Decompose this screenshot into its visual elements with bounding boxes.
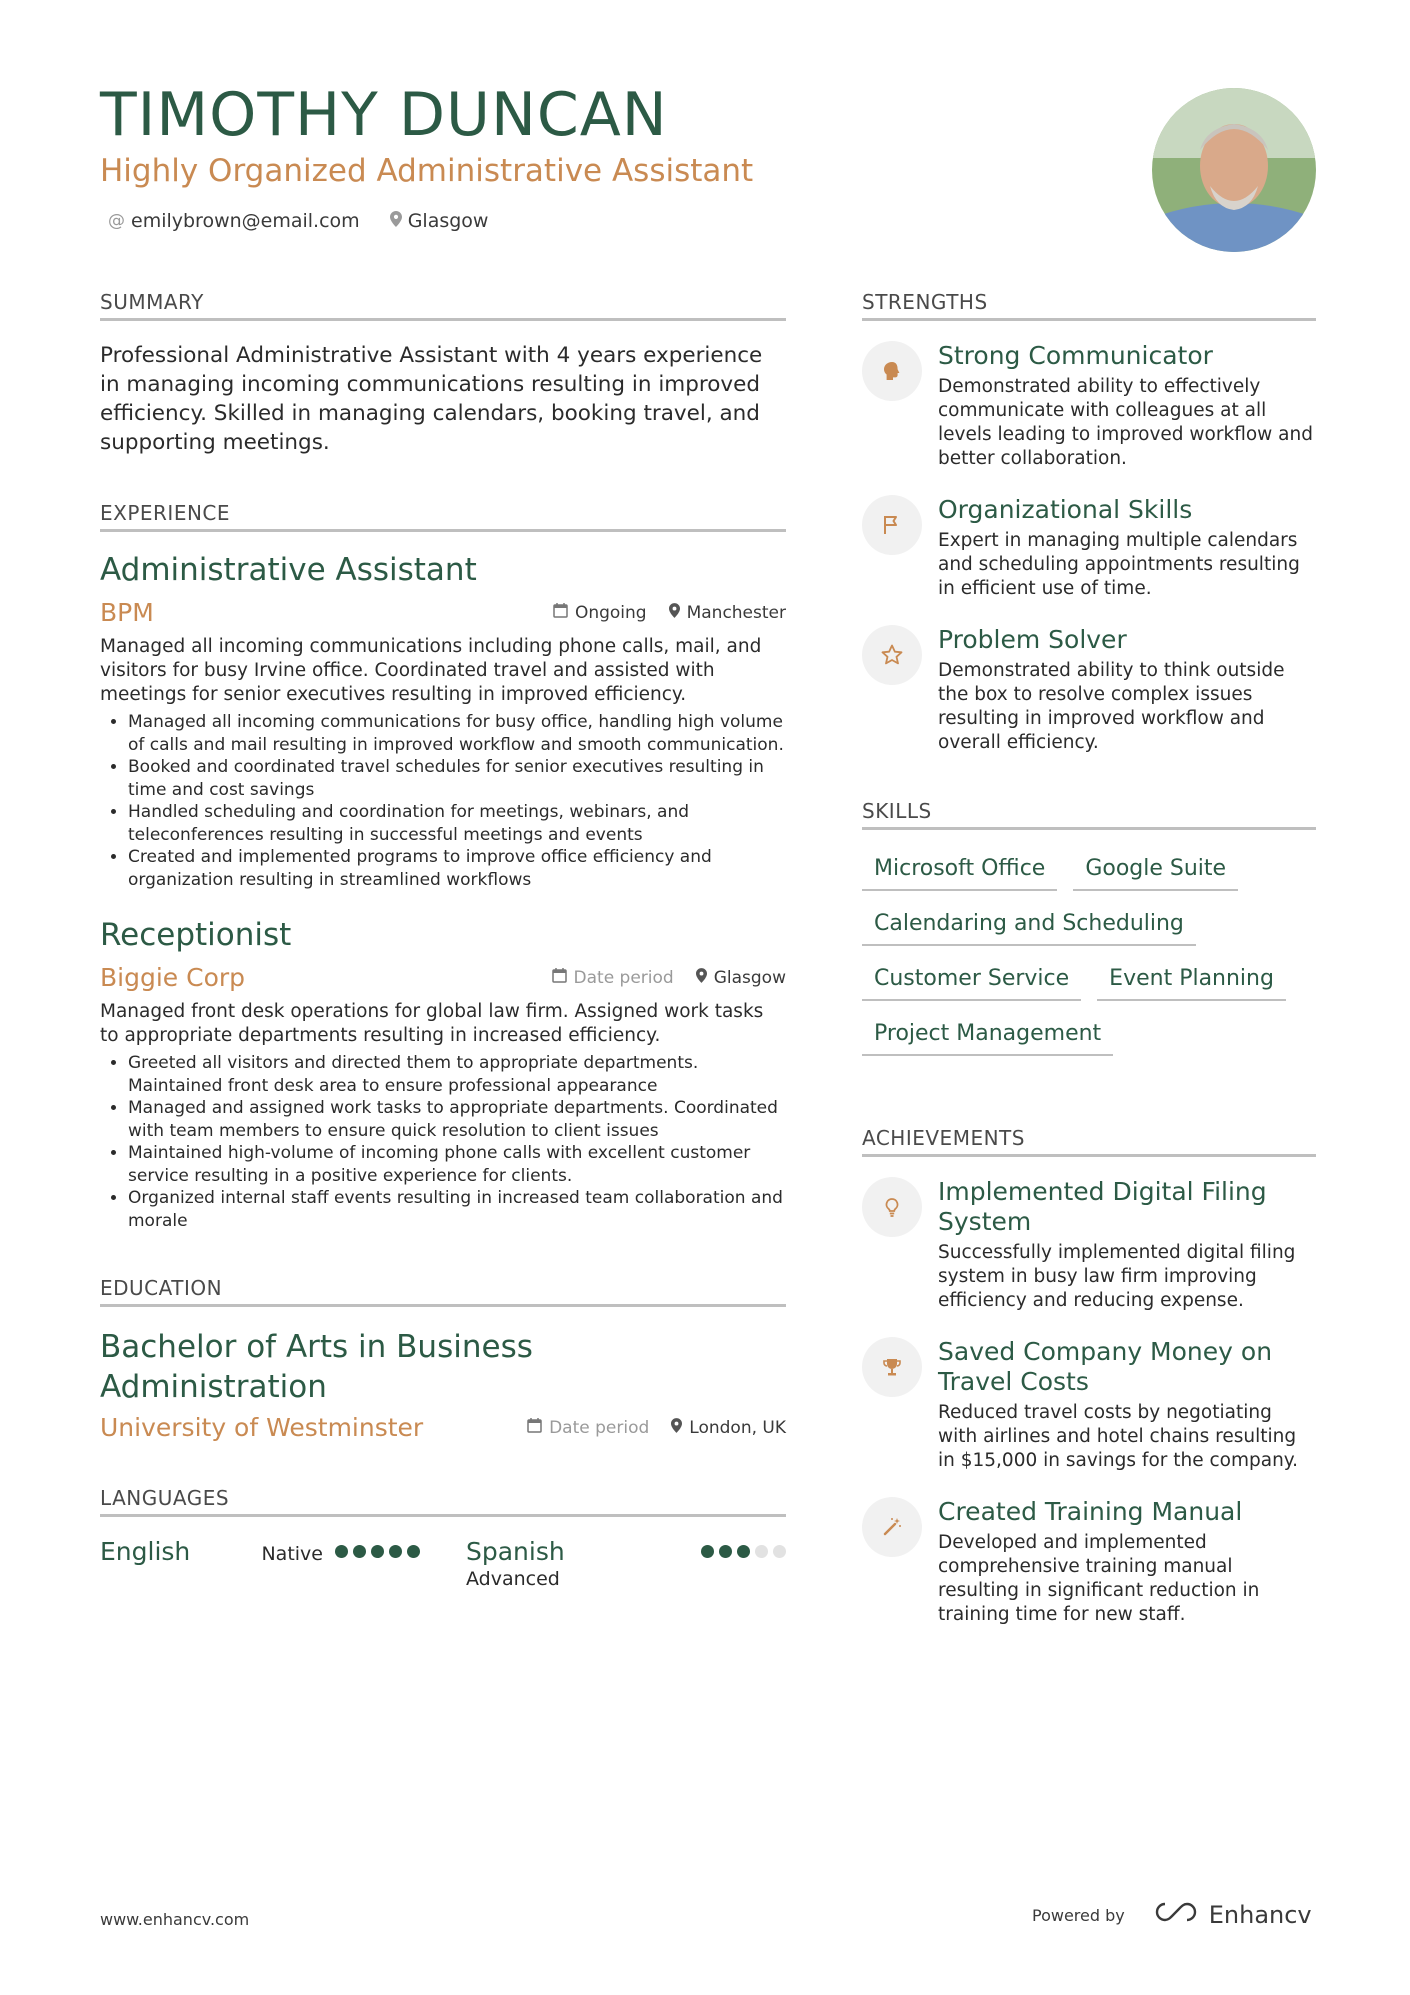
school-name: University of Westminster (100, 1413, 424, 1442)
job-bullets (100, 1052, 786, 1232)
candidate-name: TIMOTHY DUNCAN (100, 80, 668, 150)
calendar-icon (552, 968, 567, 987)
language-item (466, 1537, 786, 1590)
strength-description: Demonstrated ability to think outside the box to resolve complex issues resulting in improved workflow and overall efficiency. (938, 660, 1285, 753)
rating-dot-empty (755, 1545, 768, 1558)
candidate-role: Highly Organized Administrative Assistant (100, 153, 754, 189)
location-pin-icon (390, 210, 402, 232)
education-heading: EDUCATION (100, 1276, 786, 1307)
bullet-item: • Managed and assigned work tasks to appropriate departments. Coordinated with team members to ensure quick resolution to client issues (128, 1097, 786, 1142)
education-period: Date period (549, 1417, 650, 1438)
strength-title: Strong Communicator (938, 341, 1213, 370)
job-location: Manchester (686, 602, 786, 623)
brain-icon (862, 341, 922, 401)
skill-tag: Calendaring and Scheduling (862, 905, 1196, 946)
achievement-description: Reduced travel costs by negotiating with airlines and hotel chains resulting in $15,000 in savings for the company. (938, 1402, 1298, 1471)
experience-entry (100, 917, 786, 1232)
language-name: English (100, 1537, 191, 1566)
bullet-item: • Booked and coordinated travel schedules for senior executives resulting in time and cost savings (128, 756, 786, 801)
achievement-description: Developed and implemented comprehensive training manual resulting in significant reduction in training time for new staff. (938, 1532, 1260, 1625)
rating-dot-filled (737, 1545, 750, 1558)
calendar-icon (553, 603, 568, 622)
location-pin-icon (696, 968, 707, 988)
achievement-item (862, 1337, 1316, 1473)
strength-title: Organizational Skills (938, 495, 1193, 524)
achievement-item (862, 1177, 1316, 1313)
email-text: emilybrown@email.com (131, 210, 360, 232)
flag-icon (862, 495, 922, 555)
bullet-item: • Created and implemented programs to improve office efficiency and organization resulting in streamlined workflows (128, 846, 786, 891)
skill-tag: Microsoft Office (862, 850, 1057, 891)
skills-heading: SKILLS (862, 799, 1316, 830)
at-icon: @ (108, 211, 125, 231)
lightbulb-icon (862, 1177, 922, 1237)
footer-website-link[interactable]: www.enhancv.com (100, 1910, 250, 1929)
achievement-item (862, 1497, 1316, 1627)
calendar-icon (527, 1418, 542, 1437)
job-location: Glasgow (713, 967, 786, 988)
footer-brand[interactable] (1032, 1900, 1312, 1930)
contact-info (108, 210, 488, 232)
profile-photo (1152, 88, 1316, 252)
right-column (862, 290, 1316, 1651)
powered-by-label: Powered by (1032, 1905, 1125, 1925)
job-bullets (100, 711, 786, 891)
enhancv-logo-icon (1153, 1900, 1199, 1930)
skill-tag: Event Planning (1097, 960, 1286, 1001)
company-name: Biggie Corp (100, 963, 246, 992)
bullet-item: • Managed all incoming communications for busy office, handling high volume of calls and mail resulting in improved workflow and smooth communication. (128, 711, 786, 756)
summary-heading: SUMMARY (100, 290, 786, 321)
language-rating (335, 1545, 420, 1565)
rating-dot-filled (371, 1545, 384, 1558)
experience-entry (100, 552, 786, 891)
trophy-icon (862, 1337, 922, 1397)
job-title: Administrative Assistant (100, 552, 477, 588)
job-period: Date period (573, 967, 674, 988)
rating-dot-filled (719, 1545, 732, 1558)
bullet-item: • Greeted all visitors and directed them to appropriate departments. Maintained front desk area to ensure professional appearance (128, 1052, 786, 1097)
location-contact (390, 210, 489, 232)
strength-item (862, 625, 1316, 755)
languages-list (100, 1537, 786, 1590)
skill-tag: Google Suite (1073, 850, 1238, 891)
strength-item (862, 495, 1316, 601)
rating-dot-filled (407, 1545, 420, 1558)
achievement-title: Implemented Digital Filing System (938, 1177, 1267, 1236)
degree-title: Bachelor of Arts in Business Administration (100, 1329, 533, 1405)
achievement-title: Created Training Manual (938, 1497, 1243, 1526)
email-contact[interactable] (108, 210, 360, 232)
location-pin-icon (671, 1418, 682, 1438)
education-location: London, UK (689, 1417, 786, 1438)
bullet-item: • Organized internal staff events resulting in increased team collaboration and morale (128, 1187, 786, 1232)
star-icon (862, 625, 922, 685)
rating-dot-empty (773, 1545, 786, 1558)
language-name: Spanish (466, 1537, 565, 1566)
achievement-description: Successfully implemented digital filing system in busy law firm improving efficiency and reducing expense. (938, 1242, 1296, 1311)
location-pin-icon (669, 603, 680, 623)
skill-tag: Project Management (862, 1015, 1113, 1056)
achievements-heading: ACHIEVEMENTS (862, 1126, 1316, 1157)
bullet-item: • Maintained high-volume of incoming phone calls with excellent customer service resulting in a positive experience for clients. (128, 1142, 786, 1187)
language-item (100, 1537, 420, 1566)
summary-text: Professional Administrative Assistant with 4 years experience in managing incoming communications resulting in improved efficiency. Skilled in managing calendars, booking travel, and supporting meetings. (100, 343, 763, 455)
rating-dot-filled (335, 1545, 348, 1558)
language-level: Advanced (466, 1568, 560, 1590)
job-title: Receptionist (100, 917, 292, 953)
rating-dot-filled (353, 1545, 366, 1558)
left-column (100, 290, 786, 1590)
strength-item (862, 341, 1316, 471)
bullet-item: • Handled scheduling and coordination for meetings, webinars, and teleconferences resulting in successful meetings and events (128, 801, 786, 846)
strengths-heading: STRENGTHS (862, 290, 1316, 321)
job-description: Managed all incoming communications including phone calls, mail, and visitors for busy Irvine office. Coordinated travel and assisted with meetings for senior executives resulting in improved efficiency. (100, 636, 762, 705)
achievement-title: Saved Company Money on Travel Costs (938, 1337, 1273, 1396)
experience-heading: EXPERIENCE (100, 501, 786, 532)
brand-name: Enhancv (1208, 1901, 1312, 1929)
language-rating (701, 1545, 786, 1558)
strength-description: Demonstrated ability to effectively communicate with colleagues at all levels leading to improved workflow and better collaboration. (938, 376, 1313, 469)
skill-tag: Customer Service (862, 960, 1081, 1001)
location-text: Glasgow (407, 210, 489, 232)
job-description: Managed front desk operations for global law firm. Assigned work tasks to appropriate departments resulting in increased efficiency. (100, 1001, 764, 1046)
skills-list (862, 850, 1316, 1056)
languages-heading: LANGUAGES (100, 1486, 786, 1517)
company-name: BPM (100, 598, 154, 627)
strength-title: Problem Solver (938, 625, 1127, 654)
strength-description: Expert in managing multiple calendars and scheduling appointments resulting in efficient use of time. (938, 530, 1300, 599)
magic-wand-icon (862, 1497, 922, 1557)
job-period: Ongoing (574, 602, 647, 623)
rating-dot-filled (701, 1545, 714, 1558)
rating-dot-filled (389, 1545, 402, 1558)
language-level: Native (261, 1543, 323, 1565)
